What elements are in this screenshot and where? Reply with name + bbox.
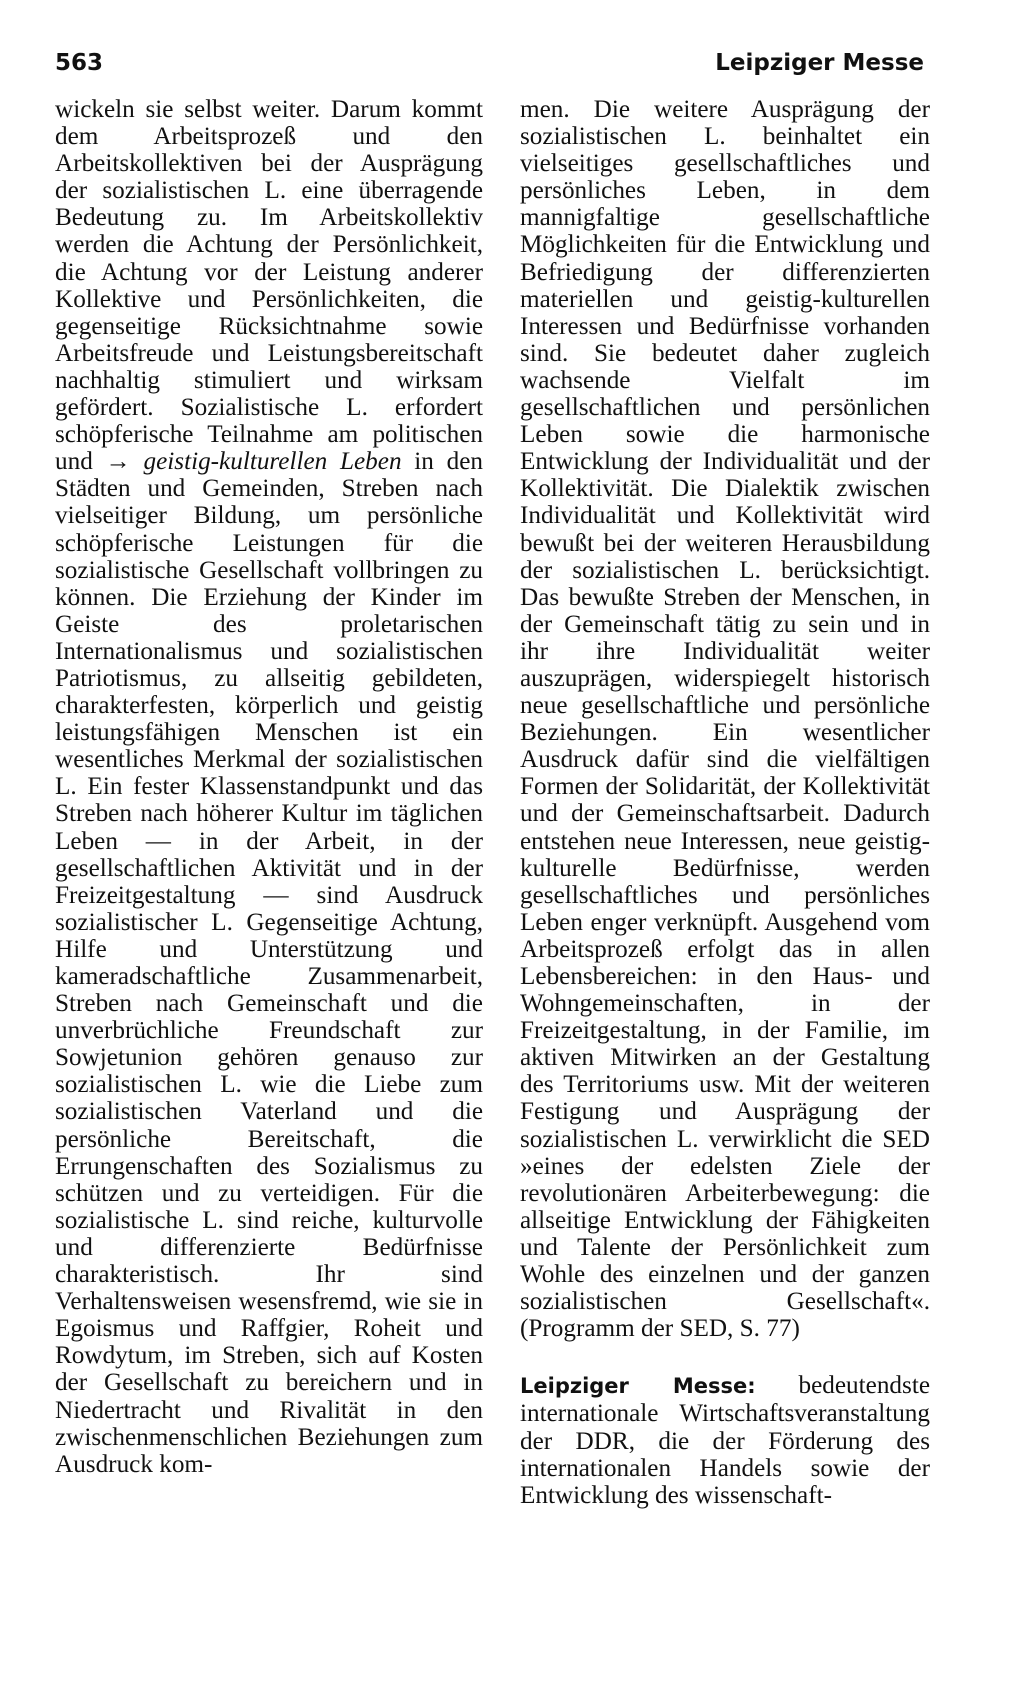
cross-reference-term: geistig-kulturellen Leben xyxy=(143,448,402,476)
left-text-1: wickeln sie selbst weiter. Darum kommt dem Arbeitsprozeß und den Arbeitskollektiven bei der Ausprägung der sozialistischen L. eine überragende Bedeutung zu. Im Arbeitskollektiv werden die Achtung der Persönlichkeit, die Achtung vor der Leistung anderer Kollektive und Persönlichkeiten, die gegenseitige Rücksichtnahme sowie Arbeitsfreude und Leistungsbereitschaft nachhaltig stimuliert und wirksam gefördert. Sozialistische L. erfordert schöpferische Teilnahme am politischen und xyxy=(55,96,483,476)
dictionary-entry xyxy=(520,1372,930,1508)
running-head: Leipziger Messe xyxy=(715,50,924,76)
page-number: 563 xyxy=(55,50,104,76)
cross-reference-arrow: → xyxy=(105,448,144,476)
left-column xyxy=(55,96,483,1478)
left-text-2: in den Städten und Gemeinden, Streben nach vielseitiger Bildung, um persönliche schöpferische Leistungen für die sozialistische Gesellschaft vollbringen zu können. Die Erziehung der Kinder im Geiste des proletarischen Internationalismus und sozialistischen Patriotismus, zu allseitig gebildeten, charakterfesten, körperlich und geistig leistungsfähigen Menschen ist ein wesentliches Merkmal der sozialistischen L. Ein fester Klassenstandpunkt und das Streben nach höherer Kultur im täglichen Leben — in der Arbeit, in der gesellschaftlichen Aktivität und in der Freizeitgestaltung — sind Ausdruck sozialistischer L. Gegenseitige Achtung, Hilfe und Unterstützung und kameradschaftliche Zusammenarbeit, Streben nach Gemeinschaft und die unverbrüchliche Freundschaft zur Sowjetunion gehören genauso zur sozialistischen L. wie die Liebe zum sozialistischen Vaterland und die persönliche Bereitschaft, die Errungenschaften des Sozialismus zu schützen und zu verteidigen. Für die sozialistische L. sind reiche, kulturvolle und differenzierte Bedürfnisse charakteristisch. Ihr sind Verhaltensweisen wesensfremd, wie sie in Egoismus und Raffgier, Roheit und Rowdytum, im Streben, sich auf Kosten der Gesellschaft zu bereichern und in Niedertracht und Rivalität in den zwischenmenschlichen Beziehungen zum Ausdruck kom- xyxy=(55,448,484,1478)
left-paragraph xyxy=(55,96,483,1478)
entry-headword: Leipziger Messe: xyxy=(520,1374,756,1399)
right-paragraph: men. Die weitere Ausprägung der sozialistischen L. beinhaltet ein vielseitiges gesellschaftliches und persönliches Leben, in dem mannigfaltige gesellschaftliche Möglichkeiten für die Entwicklung und Befriedigung der differenzierten materiellen und geistig-kulturellen Interessen und Bedürfnisse vorhanden sind. Sie bedeutet daher zugleich wachsende Vielfalt im gesellschaftlichen und persönlichen Leben sowie die harmonische Entwicklung der Individualität und der Kollektivität. Die Dialektik zwischen Individualität und Kollektivität wird bewußt bei der weiteren Herausbildung der sozialistischen L. berücksichtigt. Das bewußte Streben der Menschen, in der Gemeinschaft tätig zu sein und in ihr ihre Individualität weiter auszuprägen, widerspiegelt historisch neue gesellschaftliche und persönliche Beziehungen. Ein wesentlicher Ausdruck dafür sind die vielfältigen Formen der Solidarität, der Kollektivität und der Gemeinschaftsarbeit. Dadurch entstehen neue Interessen, neue geistig-kulturelle Bedürfnisse, werden gesellschaftliches und persönliches Leben enger verknüpft. Ausgehend vom Arbeitsprozeß erfolgt das in allen Lebensbereichen: in den Haus- und Wohngemeinschaften, in der Freizeitgestaltung, in der Familie, im aktiven Mitwirken an der Gestaltung des Territoriums usw. Mit der weiteren Festigung und Ausprägung der sozialistischen L. verwirklicht die SED »eines der edelsten Ziele der revolutionären Arbeiterbewegung: die allseitige Entwicklung der Fähigkeiten und Talente der Persönlichkeit zum Wohle des einzelnen und der ganzen sozialistischen Gesellschaft«. (Programm der SED, S. 77) xyxy=(520,96,930,1343)
entry-text: bedeutendste internationale Wirtschaftsveranstaltung der DDR, die der Förderung des internationalen Handels sowie der Entwicklung des wissenschaft- xyxy=(520,1372,930,1509)
right-column xyxy=(520,96,930,1509)
